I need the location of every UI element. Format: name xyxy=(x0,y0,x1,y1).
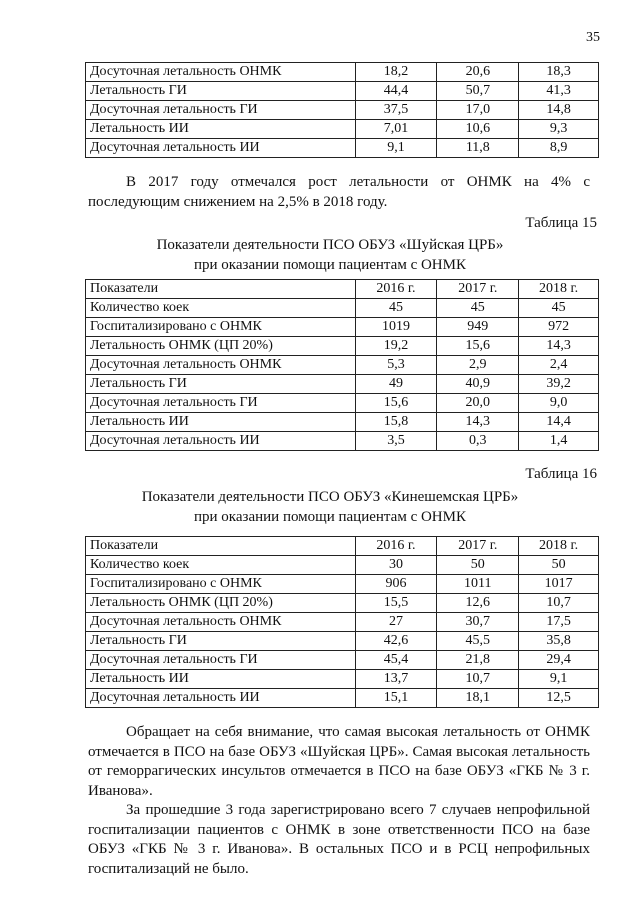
indicator-cell: Досуточная летальность ИИ xyxy=(86,689,356,708)
value-cell: 17,5 xyxy=(519,613,599,632)
value-cell: 44,4 xyxy=(355,82,437,101)
value-cell: 10,7 xyxy=(519,594,599,613)
table-header-row xyxy=(86,280,599,299)
value-cell: 0,3 xyxy=(437,432,519,451)
value-cell: 949 xyxy=(437,318,519,337)
table16-title-line2: при оказании помощи пациентам с ОНМК xyxy=(194,509,466,525)
column-header: Показатели xyxy=(86,280,356,299)
table15-title-line2: при оказании помощи пациентам с ОНМК xyxy=(194,257,466,273)
table16 xyxy=(85,536,599,708)
year-header: 2016 г. xyxy=(355,280,437,299)
value-cell: 21,8 xyxy=(437,651,519,670)
indicator-cell: Летальность ИИ xyxy=(86,670,356,689)
paragraph-2017-trend: В 2017 году отмечался рост летальности от ОНМК на 4% с последующим снижением на 2,5% в 2018 году. xyxy=(88,174,590,210)
table-row xyxy=(86,139,599,158)
table-row xyxy=(86,394,599,413)
value-cell: 11,8 xyxy=(437,139,519,158)
table15 xyxy=(85,279,599,451)
page-number: 35 xyxy=(586,30,600,45)
year-header: 2018 г. xyxy=(519,280,599,299)
value-cell: 13,7 xyxy=(355,670,437,689)
table-row xyxy=(86,356,599,375)
table-header-row xyxy=(86,537,599,556)
table16-caption: Таблица 16 xyxy=(525,466,597,482)
value-cell: 17,0 xyxy=(437,101,519,120)
indicator-cell: Досуточная летальность ИИ xyxy=(86,432,356,451)
value-cell: 18,2 xyxy=(355,63,437,82)
table-row xyxy=(86,318,599,337)
value-cell: 20,0 xyxy=(437,394,519,413)
value-cell: 10,6 xyxy=(437,120,519,139)
indicator-cell: Летальность ОНМК (ЦП 20%) xyxy=(86,594,356,613)
value-cell: 8,9 xyxy=(519,139,599,158)
value-cell: 1,4 xyxy=(519,432,599,451)
table-row xyxy=(86,120,599,139)
value-cell: 45 xyxy=(519,299,599,318)
indicator-cell: Летальность ИИ xyxy=(86,120,356,139)
value-cell: 37,5 xyxy=(355,101,437,120)
indicator-cell: Досуточная летальность ОНМК xyxy=(86,63,356,82)
value-cell: 972 xyxy=(519,318,599,337)
continued-table xyxy=(85,62,599,158)
value-cell: 27 xyxy=(355,613,437,632)
indicator-cell: Досуточная летальность ГИ xyxy=(86,101,356,120)
paragraph-observations: Обращает на себя внимание, что самая высокая летальность от ОНМК отмечается в ПСО на базе ОБУЗ «Шуйская ЦРБ». Самая высокая летальность от геморрагических инсультов отмечается в ПСО на базе ОБУЗ «ГКБ № 3 г. Иванова». За прошедшие 3 года зарегистрировано всего 7 случаев непрофильной госпитализации пациентов с ОНМК в зоне ответственности ПСО на базе ОБУЗ «ГКБ № 3 г. Иванова». В остальных ПСО и в РСЦ непрофильных госпитализаций не было. xyxy=(88,724,590,877)
table-row xyxy=(86,632,599,651)
indicator-cell: Досуточная летальность ОНМК xyxy=(86,356,356,375)
table-row xyxy=(86,670,599,689)
value-cell: 30,7 xyxy=(437,613,519,632)
table16-title-line1: Показатели деятельности ПСО ОБУЗ «Кинешемская ЦРБ» xyxy=(141,489,519,505)
value-cell: 30 xyxy=(355,556,437,575)
value-cell: 2,4 xyxy=(519,356,599,375)
value-cell: 7,01 xyxy=(355,120,437,139)
value-cell: 3,5 xyxy=(355,432,437,451)
indicator-cell: Госпитализировано с ОНМК xyxy=(86,575,356,594)
value-cell: 9,1 xyxy=(519,670,599,689)
value-cell: 45,5 xyxy=(437,632,519,651)
value-cell: 29,4 xyxy=(519,651,599,670)
value-cell: 35,8 xyxy=(519,632,599,651)
indicator-cell: Досуточная летальность ГИ xyxy=(86,651,356,670)
value-cell: 49 xyxy=(355,375,437,394)
value-cell: 20,6 xyxy=(437,63,519,82)
table-row xyxy=(86,413,599,432)
value-cell: 1011 xyxy=(437,575,519,594)
indicator-cell: Летальность ГИ xyxy=(86,632,356,651)
value-cell: 9,1 xyxy=(355,139,437,158)
table-row xyxy=(86,375,599,394)
indicator-cell: Госпитализировано с ОНМК xyxy=(86,318,356,337)
value-cell: 1017 xyxy=(519,575,599,594)
value-cell: 906 xyxy=(355,575,437,594)
indicator-cell: Летальность ГИ xyxy=(86,375,356,394)
indicator-cell: Досуточная летальность ИИ xyxy=(86,139,356,158)
value-cell: 45 xyxy=(355,299,437,318)
table-row xyxy=(86,63,599,82)
value-cell: 5,3 xyxy=(355,356,437,375)
value-cell: 50,7 xyxy=(437,82,519,101)
value-cell: 14,8 xyxy=(519,101,599,120)
table15-title-line1: Показатели деятельности ПСО ОБУЗ «Шуйская ЦРБ» xyxy=(156,237,504,253)
value-cell: 40,9 xyxy=(437,375,519,394)
value-cell: 18,3 xyxy=(519,63,599,82)
value-cell: 12,5 xyxy=(519,689,599,708)
table-row xyxy=(86,556,599,575)
table15-caption: Таблица 15 xyxy=(525,215,597,231)
value-cell: 9,3 xyxy=(519,120,599,139)
value-cell: 41,3 xyxy=(519,82,599,101)
indicator-cell: Летальность ОНМК (ЦП 20%) xyxy=(86,337,356,356)
table-row xyxy=(86,337,599,356)
value-cell: 15,6 xyxy=(355,394,437,413)
value-cell: 42,6 xyxy=(355,632,437,651)
table-row xyxy=(86,575,599,594)
indicator-cell: Досуточная летальность ОНМК xyxy=(86,613,356,632)
year-header: 2017 г. xyxy=(437,280,519,299)
column-header: Показатели xyxy=(86,537,356,556)
year-header: 2018 г. xyxy=(519,537,599,556)
value-cell: 15,1 xyxy=(355,689,437,708)
table-row xyxy=(86,594,599,613)
value-cell: 10,7 xyxy=(437,670,519,689)
value-cell: 1019 xyxy=(355,318,437,337)
table-row xyxy=(86,82,599,101)
table-row xyxy=(86,101,599,120)
table-row xyxy=(86,432,599,451)
year-header: 2017 г. xyxy=(437,537,519,556)
table-row xyxy=(86,613,599,632)
indicator-cell: Количество коек xyxy=(86,299,356,318)
indicator-cell: Летальность ГИ xyxy=(86,82,356,101)
value-cell: 50 xyxy=(437,556,519,575)
value-cell: 14,3 xyxy=(519,337,599,356)
value-cell: 45,4 xyxy=(355,651,437,670)
value-cell: 15,8 xyxy=(355,413,437,432)
value-cell: 12,6 xyxy=(437,594,519,613)
year-header: 2016 г. xyxy=(355,537,437,556)
value-cell: 9,0 xyxy=(519,394,599,413)
value-cell: 45 xyxy=(437,299,519,318)
value-cell: 14,4 xyxy=(519,413,599,432)
table-row xyxy=(86,299,599,318)
value-cell: 14,3 xyxy=(437,413,519,432)
value-cell: 2,9 xyxy=(437,356,519,375)
value-cell: 15,6 xyxy=(437,337,519,356)
value-cell: 15,5 xyxy=(355,594,437,613)
indicator-cell: Досуточная летальность ГИ xyxy=(86,394,356,413)
table-row xyxy=(86,651,599,670)
indicator-cell: Количество коек xyxy=(86,556,356,575)
indicator-cell: Летальность ИИ xyxy=(86,413,356,432)
table-row xyxy=(86,689,599,708)
value-cell: 19,2 xyxy=(355,337,437,356)
value-cell: 18,1 xyxy=(437,689,519,708)
value-cell: 39,2 xyxy=(519,375,599,394)
value-cell: 50 xyxy=(519,556,599,575)
